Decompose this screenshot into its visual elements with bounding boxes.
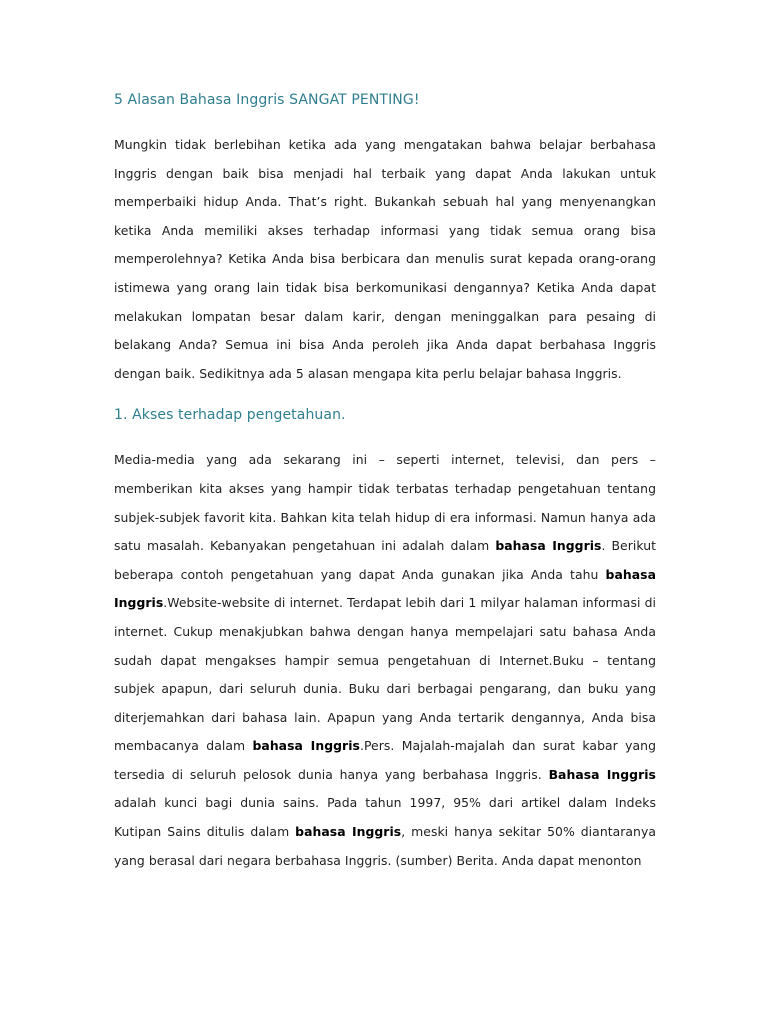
text-run: adalah kunci bagi dunia sains. Pada tahun 1997, 95% dari artikel dalam Indeks Kutipan Sains ditulis dalam [114, 795, 656, 840]
document-title: 5 Alasan Bahasa Inggris SANGAT PENTING! [114, 92, 420, 108]
section-paragraph-akses [114, 446, 656, 875]
text-run: . Berikut beberapa contoh pengetahuan yang dapat Anda gunakan jika Anda tahu [114, 538, 657, 582]
text-run: Media-media yang ada sekarang ini – seperti internet, televisi, dan pers – memberikan kita akses yang hampir tidak terbatas terhadap pengetahuan tentang subjek-subjek favorit kita. Bahkan kita telah hidup di era informasi. Namun hanya ada satu masalah. Kebanyakan pengetahuan ini adalah dalam [114, 452, 656, 554]
text-run: , meski hanya sekitar 50% diantaranya yang berasal dari negara berbahasa Inggris. (sumber) Berita. Anda dapat menonton [114, 824, 656, 868]
bold-term: bahasa Inggris [295, 824, 402, 840]
bold-term: bahasa Inggris [252, 738, 360, 754]
intro-paragraph: Mungkin tidak berlebihan ketika ada yang mengatakan bahwa belajar berbahasa Inggris dengan baik bisa menjadi hal terbaik yang dapat Anda lakukan untuk memperbaiki hidup Anda. That’s right. Bukankah sebuah hal yang menyenangkan ketika Anda memiliki akses terhadap informasi yang tidak semua orang bisa memperolehnya? Ketika Anda bisa berbicara dan menulis surat kepada orang-orang istimewa yang orang lain tidak bisa berkomunikasi dengannya? Ketika Anda dapat melakukan lompatan besar dalam karir, dengan meninggalkan para pesaing di belakang Anda? Semua ini bisa Anda peroleh jika Anda dapat berbahasa Inggris dengan baik. Sedikitnya ada 5 alasan mengapa kita perlu belajar bahasa Inggris. [114, 137, 656, 381]
bold-term: bahasa Inggris [114, 566, 656, 611]
bold-term: Bahasa Inggris [548, 766, 656, 782]
section-heading-akses: 1. Akses terhadap pengetahuan. [114, 407, 346, 424]
text-run: .Pers. Majalah-majalah dan surat kabar yang tersedia di seluruh pelosok dunia hanya yang berbahasa Inggris. [114, 738, 656, 782]
text-run: .Website-website di internet. Terdapat lebih dari 1 milyar halaman informasi di internet. Cukup menakjubkan bahwa dengan hanya mempelajari satu bahasa Anda sudah dapat mengakses hampir semua pengetahuan di Internet.Buku – tentang subjek apapun, dari seluruh dunia. Buku dari berbagai pengarang, dan buku yang diterjemahkan dari bahasa lain. Apapun yang Anda tertarik dengannya, Anda bisa membacanya dalam [114, 595, 656, 754]
bold-term: bahasa Inggris [495, 538, 602, 554]
